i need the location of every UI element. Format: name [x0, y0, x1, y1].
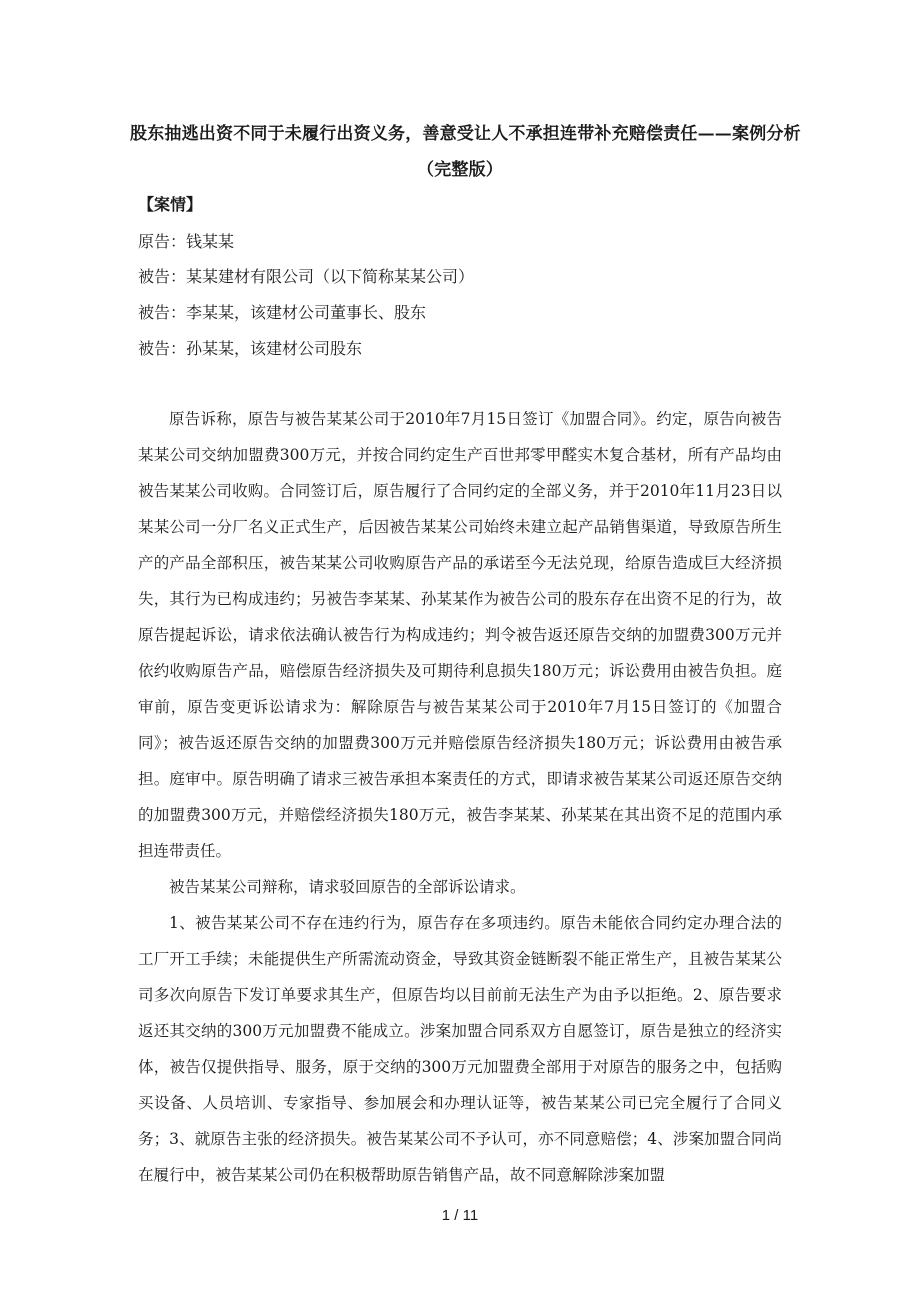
party-plaintiff: 原告：钱某某 [138, 232, 235, 251]
paragraph-defense-intro [138, 869, 782, 905]
paragraph-text: 被告某某公司辩称，请求驳回原告的全部诉讼请求。 [169, 878, 526, 896]
paragraph-plaintiff-claim [138, 401, 782, 869]
section-heading-case: 【案情】 [138, 195, 203, 214]
party-defendant-company: 被告：某某建材有限公司（以下简称某某公司） [138, 267, 475, 286]
document-title: 股东抽逃出资不同于未履行出资义务，善意受让人不承担连带补充赔偿责任——案例分析 [130, 124, 801, 144]
page-number: 1 / 11 [441, 1207, 479, 1224]
party-defendant-sun: 被告：孙某某，该建材公司股东 [138, 339, 363, 358]
paragraph-text: 1、被告某某公司不存在违约行为，原告存在多项违约。原告未能依合同约定办理合法的工厂开工手续；未能提供生产所需流动资金，导致其资金链断裂不能正常生产，且被告某某公司多次向原告下发订单要求其生产，但原告均以目前前无法生产为由予以拒绝。2、原告要求返还其交纳的300万元加盟费不能成立。涉案加盟合同系双方自愿签订，原告是独立的经济实体，被告仅提供指导、服务，原于交纳的300万元加盟费全部用于对原告的服务之中，包括购买设备、人员培训、专家指导、参加展会和办理认证等，被告某某公司已完全履行了合同义务；3、就原告主张的经济损失。被告某某公司不予认可，亦不同意赔偿；4、涉案加盟合同尚在履行中，被告某某公司仍在积极帮助原告销售产品，故不同意解除涉案加盟 [138, 914, 782, 1184]
document-title-suffix: （完整版） [417, 160, 503, 180]
paragraph-text: 原告诉称，原告与被告某某公司于2010年7月15日签订《加盟合同》。约定，原告向被告某某公司交纳加盟费300万元，并按合同约定生产百世邦零甲醛实木复合基材，所有产品均由被告某某公司收购。合同签订后，原告履行了合同约定的全部义务，并于2010年11月23日以某某公司一分厂名义正式生产，后因被告某某公司始终未建立起产品销售渠道，导致原告所生产的产品全部积压，被告某某公司收购原告产品的承诺至今无法兑现，给原告造成巨大经济损失，其行为已构成违约；另被告李某某、孙某某作为被告公司的股东存在出资不足的行为，故原告提起诉讼，请求依法确认被告行为构成违约；判令被告返还原告交纳的加盟费300万元并依约收购原告产品，赔偿原告经济损失及可期待利息损失180万元；诉讼费用由被告负担。庭审前，原告变更诉讼请求为：解除原告与被告某某公司于2010年7月15日签订的《加盟合同》；被告返还原告交纳的加盟费300万元并赔偿原告经济损失180万元；诉讼费用由被告承担。庭审中。原告明确了请求三被告承担本案责任的方式，即请求被告某某公司返还原告交纳的加盟费300万元，并赔偿经济损失180万元，被告李某某、孙某某在其出资不足的范围内承担连带责任。 [138, 410, 782, 860]
party-defendant-li: 被告：李某某，该建材公司董事长、股东 [138, 303, 427, 322]
paragraph-defense-points [138, 905, 782, 1193]
